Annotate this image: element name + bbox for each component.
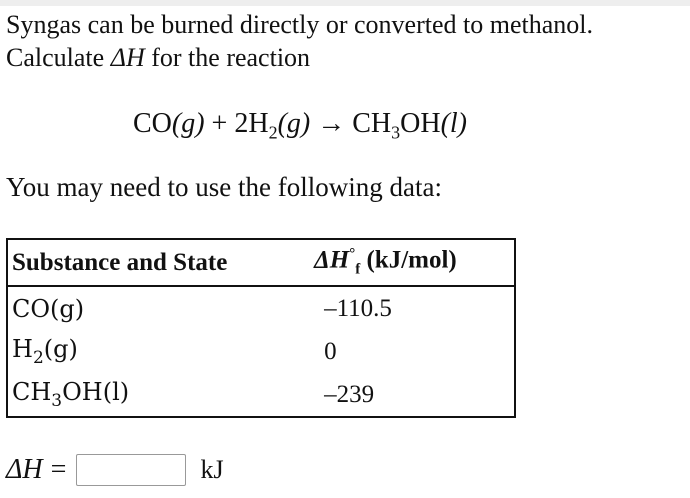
reactant-h2: 2H — [234, 108, 269, 139]
substance-ch3oh — [7, 373, 310, 417]
substance-ch3oh-a: CH — [12, 378, 52, 407]
intro-suffix: for the reaction — [144, 43, 311, 72]
value-co: –110.5 — [324, 294, 392, 322]
substance-h2-sub: 2 — [32, 347, 44, 368]
data-prompt: You may need to use the following data: — [6, 172, 442, 202]
header-delta-h: ΔH — [314, 246, 350, 274]
product-subscript: 3 — [391, 122, 401, 143]
substance-ch3oh-b: OH(l) — [62, 378, 130, 407]
substance-ch3oh-sub: 3 — [51, 390, 63, 411]
top-border — [0, 0, 690, 6]
substance-h2-b: (g) — [43, 335, 78, 364]
header-substance: Substance and State — [7, 239, 310, 286]
plus-sign: + — [211, 108, 228, 139]
substance-h2-a: H — [12, 335, 33, 364]
table-row — [7, 373, 515, 417]
delta-h-symbol: ΔH — [110, 43, 145, 72]
header-enthalpy — [310, 239, 515, 286]
substance-h2 — [7, 330, 310, 373]
question-intro — [6, 8, 593, 74]
reactant-h2-state: (g) — [277, 108, 311, 139]
table-row — [7, 286, 515, 330]
table-row — [7, 330, 515, 373]
intro-line-2 — [6, 41, 593, 74]
value-h2: 0 — [324, 337, 337, 365]
header-unit: (kJ/mol) — [360, 246, 457, 274]
answer-unit: kJ — [200, 455, 224, 484]
reactant-co-state: (g) — [171, 108, 205, 139]
intro-line-1: Syngas can be burned directly or converted to methanol. — [6, 10, 593, 39]
answer-equals: = — [50, 454, 67, 485]
header-degree: ° — [349, 246, 356, 263]
substance-co: CO(g) — [12, 294, 85, 323]
thermo-data-table — [6, 238, 516, 418]
answer-row — [6, 452, 224, 488]
reactant-co: CO — [132, 108, 172, 139]
product-oh: OH — [400, 108, 441, 139]
value-ch3oh: –239 — [324, 380, 375, 408]
delta-h-input[interactable] — [76, 454, 186, 486]
reactant-h2-subscript: 2 — [268, 122, 278, 143]
table-header-row — [7, 239, 515, 286]
intro-prefix: Calculate — [6, 43, 111, 72]
product-ch: CH — [352, 108, 392, 139]
reaction-equation — [0, 108, 600, 144]
product-state: (l) — [440, 108, 468, 139]
answer-label: ΔH — [6, 454, 43, 485]
reaction-arrow: → — [317, 108, 346, 139]
header-f: f — [355, 261, 361, 278]
